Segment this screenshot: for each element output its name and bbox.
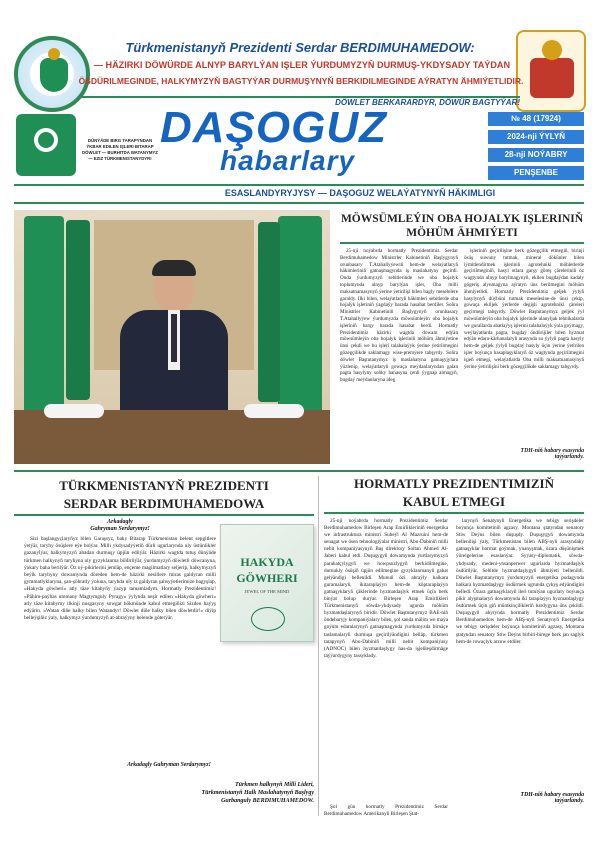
greeting-line2: Gahryman Serdarymyz!: [90, 526, 150, 532]
article3-signature: TDH-niň habary esasynda taýýarlandy.: [520, 792, 584, 804]
subtitle-bar-bottom: [14, 202, 584, 204]
article2-title-line1: TÜRKMENISTANYŇ PREZIDENTI: [59, 478, 269, 493]
left-emblem: [14, 36, 90, 112]
article1-underline: [340, 242, 584, 244]
article3-title-line2: KABUL ETMEGI: [402, 494, 506, 509]
right-emblem: [516, 30, 586, 112]
article1-col1: 25-nji noýabrda hormatly Prezidentimiz Serdar Berdimuhamedow Ministrler Kabinetiniň Başlygynyň orunbasary T.Atahallyýewiň hem-de welaýatlaryň häkimleriniň gatnaşmagynda iş maslahatyny geçirdi. Onda ýurdumyzyň sebitlerinde we oba hojalyk toplumynda alnyp barylýan işler, Oba milli maksatnamasynyň ýerine ýetirilişi bilen bagly meselelere garaldy. Ilki bilen, welaýatlaryň häkimleri sebitlerde oba hojalyk işleriniň ýagdaýy barada hasabat berdiler. Soňra Ministrler Kabinetiniň Başlygynyň orunbasary T.Atahallyýew ýurdumyzda möwsümleýin oba hojalyk işleriniň barşy barada hasabat berdi. Hormatly Prezidentimiz häzirki wagtda dowam edýän möwsümleýin oba hojalyk işleriniň möhüm ähmiýetine ünsi çekdi we bu işleri talabalaýyk ýerine ýetirilmegini gözegçilikde saklamagy wise-premýere tabşyrdy. Soňra döwlet Baştutanymyz iş maslahatyna gatnaşyjylara ýüzlenip, welaýatlaryň gowaça meýdanlaryndan galan pagta hasylyny soňky hanasyna çenli ýygnap almagyň, bugdaý meýdanlaryna ideg: [340, 248, 458, 384]
subtitle-bar: [14, 184, 584, 186]
newspaper-logo-sub: habarlary: [220, 145, 356, 176]
headline-quote-author: Türkmenistanyň Prezidenti Serdar BERDIMUHAMEDOW:: [125, 40, 475, 55]
issue-date: 28-nji NOÝABRY: [488, 148, 584, 162]
article3-col2: larynyň Senatynyň Energetika we tebigy serişdeler boýunça komitetiniň agzasy, Montana ştatyndan senatory Stiw Deýns bilen duşuşdy. Duşuşygyň dowamynda bellenilişi ýaly, Türkmenistan bilen ABŞ-nyň arasyndaky gatnaşyklar hormat goýmak, ynanyşmak, özara düşünişmek ýörelgelerine esaslanýar. Syýasy-diplomatik, söwda-ykdysady, medeni-ynsanperwer ugurlarda hyzmatdaşlyk ösdürilýär. Sebitde hyzmatdaşlygyň ähmiýeti bellenildi. Döwlet Baştutanymyz ýurdumyzyň energetika pudagynda halkara hyzmatdaşlygy ösdürmek ugrunda çykyş edýändigini belledi. Özara gatnaşyklaryň ileri tutulýan ugurlary boýunça pikir alyşmalaryň dowamynda iki taraplaýyn hyzmatdaşlygy ösdürmek üçin giň mümkinçilikleriň bardygyna üns çekildi. Duşuşygyň ahyrynda hormatly Prezidentimiz Serdar Berdimuhamedow hem-de ABŞ-nyň Senatynyň Energetika we tebigy serişdeler boýunça komitetiniň agzasy, Montana ştatyndan senatory Stiw Deýns birbiri-birege berk jan saglyk hem-de rowaçlyk arzuw etdiler.: [456, 518, 584, 645]
book-cover: [220, 524, 314, 642]
article2-title-line2: SERDAR BERDIMUHAMEDOWA: [63, 496, 265, 511]
president-photo: [14, 210, 330, 464]
article3-underline: [324, 512, 584, 514]
flag-emblem: [16, 114, 76, 176]
letter-closing: Arkadagly Gahryman Serdarymyz!: [127, 762, 211, 768]
letter-body: Sizi başlangyçlaryňyz bilen Garaşsyz, baky Bitarap Türkmenistan belent sepgitlere ýetýär, taryhy ösüşlere eýe bolýar. Milli ykdysadyýetiň dürli ugurlarynda uly üstünlikler gazanylýar, halkymyzyň abadan durmuşy üpjün edilýär. Häzirki wagtda tutuş dünýäde türkmen halkynyň taryhyna uly gyzyklanma bildirilýär, ýurdumyzyň döwletli döwranyna, ýokary baha berilýär. Öz oý-pikirlerini jemläp, ençeme magilmatlary seljerip, halkymyzyň beýik taryhyny dowamynda döreden hem-de häzirki nesillere miras galdyran milli gymmatlyklaryna, şan-şöhratly ýoluna, taryhda uly iz galdyran şahsyýetlerimize bagyşlap, «Hakyda göwheri» atly täze kitabyňy ýazyp tamamladym. Hormatly Prezidentimiz! «Pähim-paýhas ummany Magtymguly Pyragy» ýylynda neşir edilen «Hakyda göwheri» atly täze kitabymy ilkinji nusgasyny sowgat hökmünde kabul etmegiňizi Sizden haýyş edýärin. «Watan diňe halky bilen Watandyr! Döwlet diňe halky bilen döwletdir!» diýip belleýşiňiz ýaly, halkymyz ýurdumyzyň at-abraýyny belende göterýär.: [24, 536, 216, 622]
issue-year: 2024-nji ÝYLYŇ: [488, 130, 584, 144]
column-divider: [318, 476, 319, 816]
newspaper-logo: DAŞOGUZ: [160, 103, 387, 152]
article3-title-line1: HORMATLY PREZIDENTIMIZIŇ: [354, 476, 554, 491]
motto: DÖWLET BERKARARDYR, DÖWÜR BAGTYÝAR!: [335, 98, 520, 107]
headline-quote-line3: ÖSDÜRILMEGINDE, HALKYMYZYŇ BAGTYÝAR DURMUŞYNYŇ BERKIDILMEGINDE AÝRATYN ÄHMIÝETLIDIR.: [78, 76, 524, 86]
article1-title: MÖWSÜMLEÝIN OBA HOJALYK IŞLERINIŇ MÖHÜM ÄHMIÝETI: [340, 213, 584, 239]
book-title-1: HAKYDA: [240, 555, 294, 569]
letter-signature-1: Türkmen halkynyň Milli Lideri,: [234, 782, 314, 788]
book-title-2: GÖWHERI: [236, 571, 298, 585]
article2-underline: [14, 514, 314, 516]
issue-number: № 48 (17924): [488, 112, 584, 126]
article3-col1: 25-nji noýabrda hormatly Prezidentimiz Serdar Berdimuhamedow Birleşen Arap Emirlikleriniň energetika we infrastruktura ministri Suheýl Al Mazruini hem-de senagat we ösen tehnologiýalar ministri, Abu-Dabiniň milli nebit kompaniýasynyň Baş direktory Soltan Ahmed Al-Jaberi kabul etdi. Duşuşygyň dowamynda ýurtlarymyzyň parahatçylygyň we howpsuzlygyň berkidilmegine, durnukly ösüşiň üpjün edilmegine gyzyklanmanyň gabat gelýändigi bellenildi. Munuň özi abraýly halkara guramalaryň, ikitaraplaýyn hem-de köptaraplaýyn gatnaşyklaryň çäklerinde hyzmatdaşlyk etmek üçin berk binýat bolup durýar. Birleşen Arap Emirlikleri Türkmenistanyň söwda-ykdysady ugurda möhüm hyzmatdaşlarynyň biridir. Döwlet Baştutanymyz BAE-niň öndebaryjy kompaniýalary bilen, şol sanda mälim we maýa goýum edaralarynyň gatnaşmagynda ýurdumyzda birnäçe taslamalaryň durmuşa geçirilýändigini belläp, türkmen tarapynyň Abu-Dabiniň milli nebit kompaniýasy (ADNOC) bilen hyzmatdaşlygy has-da işjeňleşdirmäge taýýardygyny tassyklady.: [324, 518, 448, 659]
middle-divider: [14, 470, 584, 472]
founder-text: DÜNÝÄDE BIRG TARAPYNDAN ÝKBAR EDILEN IŞLERI BITARAP DÖWLET — BURHITDA WATANYMYZ — EZIZ TÜRKMENISTANYDYR!: [82, 138, 158, 161]
article1-signature: TDH-niň habary esasynda taýýarlandy.: [520, 448, 584, 460]
founder-subtitle: ESASLANDYRYJYSY — DAŞOGUZ WELAÝATYNYŇ HÄKIMLIGI: [224, 188, 496, 198]
article1-col2: işleriniň geçirilişine berk gözegçilik etmegiň, birinji ösüş suwuny tutmak, mineral dökünler bilen iýmitlendirmek işleriniň agrotehniki möhletlerde geçirilmeginiň, hasyl otlara garşy göreş çäreleriniň öz wagtynda alnyp barylmagynyň, ekilen bugdaýdan kadaly gögeriş alynmagyna aýratyn üns berilmegini möhüm ähmiýetlidi. Hormatly Prezidentimiz geljek ýylyň hasylynyň düýbüni tutmak meselesine-de ünsi çekip, gowaça ekiljek ýerlerde degişli agrotehniki çäreleri geçirmegi tabşyrdy. Döwlet Baştutanymyz geljek ýyl möwsümleýin oba hojalyk işlerinde ulanyljak tehnikalarda we gurallarda abatlaýyş işlerini talabalaýyk ýola goýmagy, weýlaýatlarda pagta, bugdaý öndürijiler bilen hyzmat edýän edara-kärhanalaryň arasynda su ýylyň pagta hasyly hem-de geljek ýylyň bugdaý hasyly üçin ýerine ýetirilen işler boýunça hasaplaşyklaryň öz wagtynda geçirilmegini işjeň etmegi, welaýatlarda Oba milli maksatnamasynyň ýerine ýetirilişini berk gözegçilikde saklamagy tabşyrdy.: [464, 248, 584, 370]
article3-col1-end: Şol gün hormatly Prezidentimiz Serdar Berdimuhamedow Amerikanyň Birleşen Ştat-: [324, 804, 448, 818]
greeting-line1: Arkadagly: [107, 519, 133, 525]
book-subtitle: JEWEL OF THE MIND: [244, 589, 290, 594]
letter-signature-2: Türkmenistanyň Halk Maslahatynyň Başlygy: [201, 790, 314, 796]
issue-weekday: PENŞENBE: [488, 166, 584, 180]
headline-quote-line2: — HÄZIRKI DÖWÜRDE ALNYP BARYLÝAN IŞLER ÝURDUMYZYŇ DURMUŞ-YKDYSADY TAÝDAN: [93, 60, 511, 70]
letter-signature-3: Gurbanguly BERDIMUHAMEDOW.: [221, 798, 314, 804]
book-ornament: [251, 607, 285, 631]
